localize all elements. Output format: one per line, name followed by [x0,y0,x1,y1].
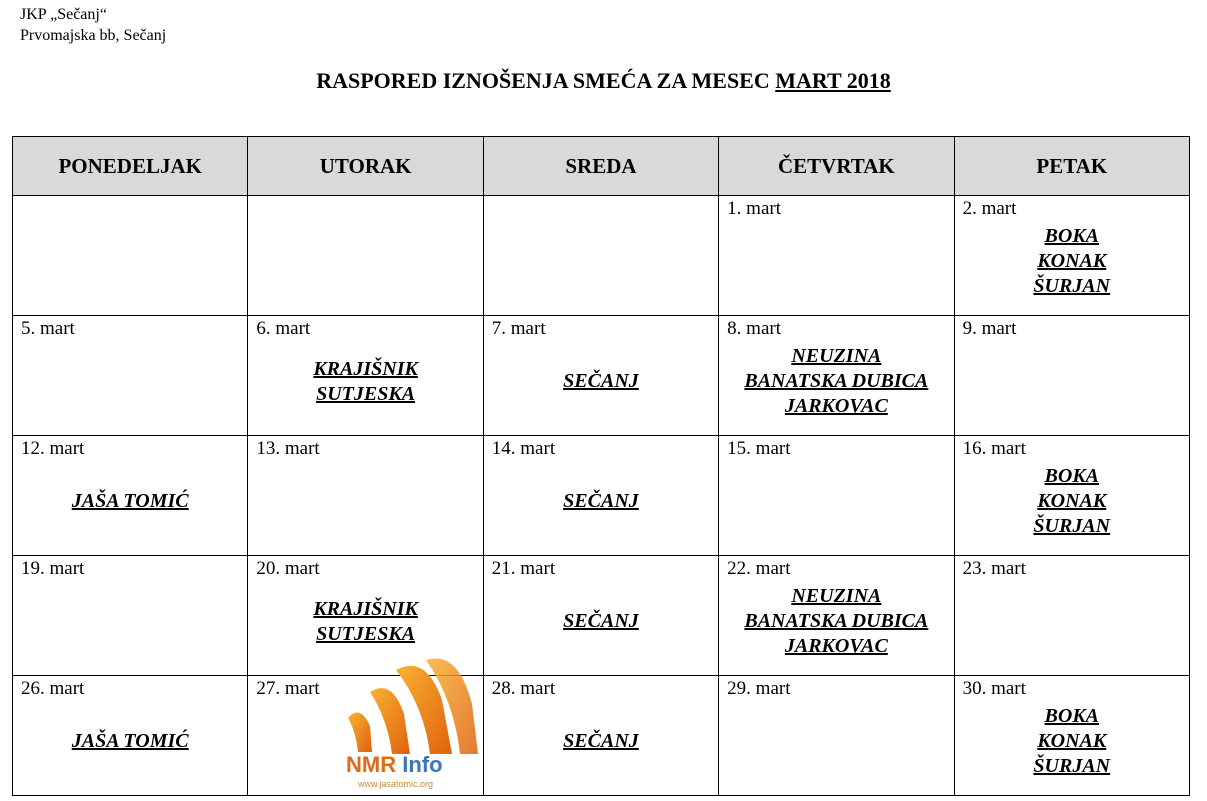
weekday-header: PONEDELJAK [13,137,248,196]
week-row [13,316,1190,436]
pickup-locations [13,676,247,795]
day-cell [248,316,483,436]
pickup-location: NEUZINA [791,345,882,367]
day-cell [954,196,1189,316]
day-cell [483,676,718,796]
day-cell [954,556,1189,676]
pickup-locations [719,316,953,435]
weekday-header: UTORAK [248,137,483,196]
day-date: 6. mart [256,318,311,339]
pickup-locations [955,436,1189,555]
pickup-location: BOKA [1044,705,1100,727]
schedule-table [12,136,1190,796]
pickup-location: SEČANJ [563,490,639,512]
day-cell [13,196,248,316]
week-row [13,436,1190,556]
watermark-name [346,752,443,778]
pickup-location: SUTJESKA [316,622,416,645]
organization-block [20,4,166,46]
day-cell [954,676,1189,796]
watermark-url: www.jasatomic.org [358,779,434,789]
pickup-location: JAŠA TOMIĆ [71,730,189,752]
pickup-location: SEČANJ [563,610,639,632]
pickup-location: ŠURJAN [1033,515,1111,537]
day-date: 27. mart [256,678,320,699]
day-date: 7. mart [491,318,546,339]
day-date: 22. mart [727,558,791,579]
title-month: MART 2018 [775,68,891,93]
day-date: 21. mart [491,558,556,579]
day-date: 14. mart [491,438,556,459]
pickup-location: SEČANJ [563,730,639,752]
pickup-location: KONAK [1037,490,1107,512]
day-date: 30. mart [962,678,1026,699]
pickup-locations [248,316,482,435]
org-address: Prvomajska bb, Sečanj [20,27,167,44]
weekday-header: ČETVRTAK [719,137,954,196]
pickup-location: BANATSKA DUBICA [744,610,929,632]
watermark-name-part2: Info [402,752,443,777]
pickup-location: KONAK [1037,730,1107,752]
pickup-locations [955,196,1189,315]
day-date: 28. mart [491,678,556,699]
day-cell [13,436,248,556]
page-title [0,68,1207,94]
day-cell [13,556,248,676]
day-date: 1. mart [727,198,781,219]
week-row [13,556,1190,676]
day-date: 2. mart [962,198,1017,219]
pickup-locations [484,436,718,555]
pickup-location: KRAJIŠNIK [313,597,418,620]
day-cell [954,316,1189,436]
pickup-location: JARKOVAC [784,395,888,417]
pickup-location: SEČANJ [563,370,639,392]
day-date: 8. mart [727,318,781,339]
day-date: 23. mart [962,558,1026,579]
pickup-location: NEUZINA [791,585,882,607]
week-row [13,676,1190,796]
day-cell [483,316,718,436]
day-date: 5. mart [21,318,75,339]
pickup-location: SUTJESKA [316,382,416,405]
pickup-locations [719,556,953,675]
watermark-name-part1: NMR [346,752,397,777]
day-cell [13,676,248,796]
pickup-location: BANATSKA DUBICA [744,370,929,392]
pickup-location: BOKA [1044,465,1100,487]
day-cell [13,316,248,436]
pickup-location: JARKOVAC [784,635,888,657]
day-date: 13. mart [256,438,320,459]
day-cell [483,196,718,316]
day-cell [719,436,954,556]
day-date: 20. mart [256,558,320,579]
title-prefix: RASPORED IZNOŠENJA SMEĆA ZA MESEC [316,68,776,93]
day-cell [248,436,483,556]
org-name: JKP „Sečanj“ [20,6,107,23]
day-date: 29. mart [727,678,791,699]
day-cell [483,556,718,676]
pickup-locations [13,436,247,555]
day-date: 9. mart [962,318,1017,339]
day-date: 19. mart [21,558,85,579]
day-cell [248,196,483,316]
day-cell [719,676,954,796]
pickup-locations [484,316,718,435]
weekday-header: PETAK [954,137,1189,196]
pickup-locations [484,556,718,675]
day-date: 15. mart [727,438,791,459]
pickup-location: KRAJIŠNIK [313,357,418,380]
day-cell [719,196,954,316]
day-date: 16. mart [962,438,1026,459]
day-date: 12. mart [21,438,85,459]
week-row [13,196,1190,316]
day-cell [954,436,1189,556]
day-cell [719,556,954,676]
pickup-location: JAŠA TOMIĆ [71,490,189,512]
pickup-location: ŠURJAN [1033,755,1111,777]
pickup-locations [484,676,718,795]
weekday-header-row [13,137,1190,196]
day-date: 26. mart [21,678,85,699]
pickup-location: ŠURJAN [1033,275,1111,297]
pickup-location: BOKA [1044,225,1100,247]
day-cell [483,436,718,556]
weekday-header: SREDA [483,137,718,196]
pickup-locations [955,676,1189,795]
pickup-location: KONAK [1037,250,1107,272]
day-cell [719,316,954,436]
